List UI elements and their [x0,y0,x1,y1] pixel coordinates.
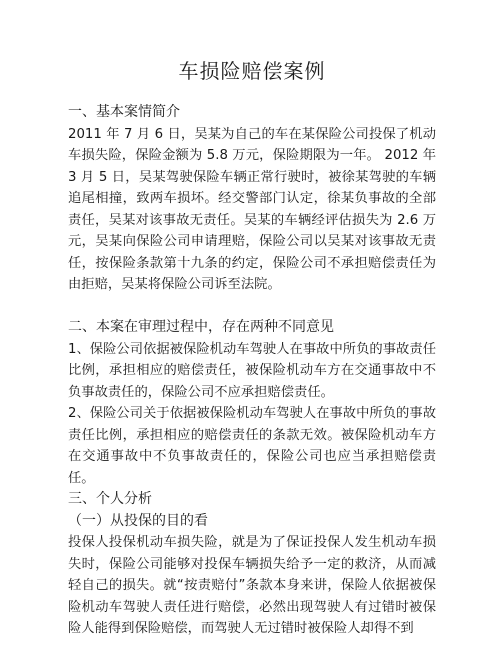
section-heading-analysis: 三、个人分析 [68,491,152,507]
section-heading-basic-facts: 一、基本案情简介 [68,104,180,120]
paragraph-opinion-1: 1、保险公司依据被保险机动车驾驶人在事故中所负的事故责任比例，承担相应的赔偿责任，被保险机动车方在交通事故中不负事故责任的，保险公司不应承担赔偿责任。 [68,341,436,400]
paragraph-spacer [68,296,436,318]
section-heading-opinions: 二、本案在审理过程中，存在两种不同意见 [68,319,334,335]
subheading-purpose: （一）从投保的目的看 [68,512,208,529]
paragraph-purpose: 投保人投保机动车损失险，就是为了保证投保人发生机动车损失时，保险公司能够对投保车辆损失给予一定的救济，从而减轻自己的损失。就“按责赔付”条款本身来讲，保险人依据被保险机动车驾驶人责任进行赔偿，必然出现驾驶人有过错时被保险人能得到保险赔偿，而驾驶人无过错时被保险人却得不到 [68,535,436,636]
paragraph-opinion-2: 2、保险公司关于依据被保险机动车驾驶人在事故中所负的事故责任比例，承担相应的赔偿责任的条款无效。被保险机动车方在交通事故中不负事故责任的，保险公司也应当承担赔偿责任。 [68,406,436,486]
document-title: 车损险赔偿案例 [178,59,326,83]
paragraph-basic-facts: 2011 年 7 月 6 日，吴某为自己的车在某保险公司投保了机动车损失险，保险金额为 5.8 万元，保险期限为一年。 2012 年 3 月 5 日，吴某驾驶保险车辆正常行驶时，被徐某驾驶的车辆追尾相撞，致两车损坏。经交警部门认定，徐某负事故的全部责任，吴某对该事故无责任。吴某的车辆经评估损失为 2.6 万元，吴某向保险公司申请理赔，保险公司以吴某对该事故无责任，按保险条款第十九条的约定，保险公司不承担赔偿责任为由拒赔，吴某将保险公司诉至法院。 [68,126,436,292]
